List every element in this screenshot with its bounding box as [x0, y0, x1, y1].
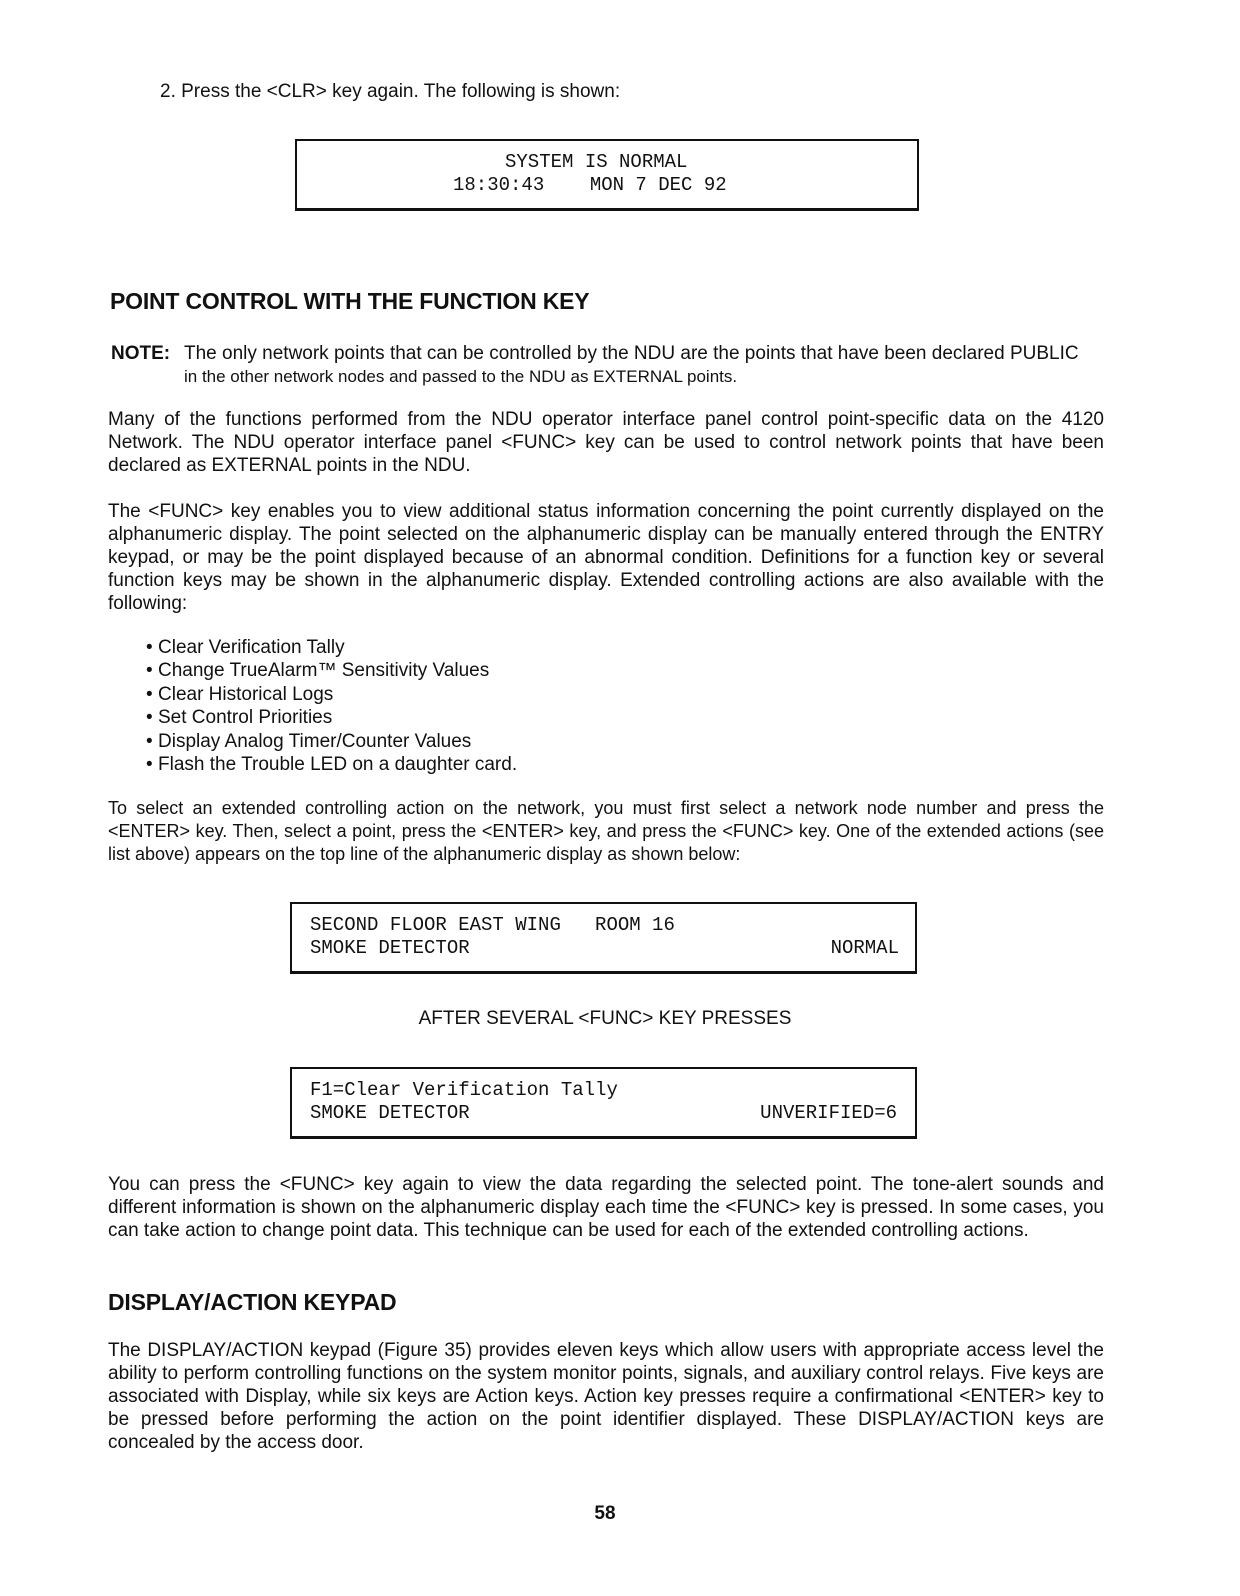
section-heading-point-control: POINT CONTROL WITH THE FUNCTION KEY: [110, 288, 590, 314]
lcd-line-1: SYSTEM IS NORMAL: [505, 151, 688, 173]
extended-actions-list: [146, 636, 517, 776]
note-text-line-1: The only network points that can be controlled by the NDU are the points that have been declared PUBLIC: [184, 343, 1079, 364]
lcd-line-2-left: SMOKE DETECTOR: [310, 1102, 470, 1124]
lcd-line-2-right: NORMAL: [830, 937, 899, 959]
note-text-line-2: in the other network nodes and passed to the NDU as EXTERNAL points.: [184, 367, 738, 386]
paragraph-ndu-functions: Many of the functions performed from the NDU operator interface panel control point-specific data on the 4120 Network. The NDU operator interface panel <FUNC> key can be used to control network points that have been declared as EXTERNAL points in the NDU.: [108, 409, 1104, 476]
lcd-display-verification-tally: [290, 1067, 917, 1139]
lcd-display-system-normal: [295, 139, 919, 211]
paragraph-func-again: You can press the <FUNC> key again to view the data regarding the selected point. The tone-alert sounds and different information is shown on the alphanumeric display each time the <FUNC> key is pressed. In some cases, you can take action to change point data. This technique can be used for each of the extended controlling actions.: [108, 1174, 1104, 1241]
page-number: 58: [594, 1503, 616, 1524]
section-heading-display-action-keypad: DISPLAY/ACTION KEYPAD: [108, 1289, 397, 1315]
list-item: • Change TrueAlarm™ Sensitivity Values: [146, 659, 517, 682]
lcd-line-1: SECOND FLOOR EAST WING ROOM 16: [310, 914, 675, 936]
lcd-line-1: F1=Clear Verification Tally: [310, 1079, 618, 1101]
paragraph-select-action: To select an extended controlling action on the network, you must first select a network node number and press the <ENTER> key. Then, select a point, press the <ENTER> key, and press the <FUNC> key. One of the extended actions (see list above) appears on the top line of the alphanumeric display as shown below:: [108, 798, 1104, 864]
paragraph-display-action-keypad: The DISPLAY/ACTION keypad (Figure 35) provides eleven keys which allow users with appropriate access level the ability to perform controlling functions on the system monitor points, signals, and auxiliary control relays. Five keys are associated with Display, while six keys are Action keys. Action key presses require a confirmational <ENTER> key to be pressed before performing the action on the point identifier displayed. These DISPLAY/ACTION keys are concealed by the access door.: [108, 1340, 1104, 1453]
list-item: • Flash the Trouble LED on a daughter card.: [146, 753, 517, 776]
note-label: NOTE:: [111, 343, 171, 364]
list-item: • Clear Historical Logs: [146, 683, 517, 706]
lcd-display-smoke-normal: [290, 902, 917, 974]
step-2-text: 2. Press the <CLR> key again. The following is shown:: [160, 81, 621, 102]
paragraph-func-key: The <FUNC> key enables you to view additional status information concerning the point currently displayed on the alphanumeric display. The point selected on the alphanumeric display can be manually entered through the ENTRY keypad, or may be the point displayed because of an abnormal condition. Definitions for a function key or several function keys may be shown in the alphanumeric display. Extended controlling actions are also available with the following:: [108, 501, 1104, 614]
list-item: • Display Analog Timer/Counter Values: [146, 730, 517, 753]
list-item: • Clear Verification Tally: [146, 636, 517, 659]
lcd-line-2-right: UNVERIFIED=6: [760, 1102, 897, 1124]
lcd-line-2: 18:30:43 MON 7 DEC 92: [453, 174, 727, 196]
lcd-line-2-left: SMOKE DETECTOR: [310, 937, 470, 959]
after-func-presses-label: AFTER SEVERAL <FUNC> KEY PRESSES: [418, 1008, 792, 1029]
list-item: • Set Control Priorities: [146, 706, 517, 729]
